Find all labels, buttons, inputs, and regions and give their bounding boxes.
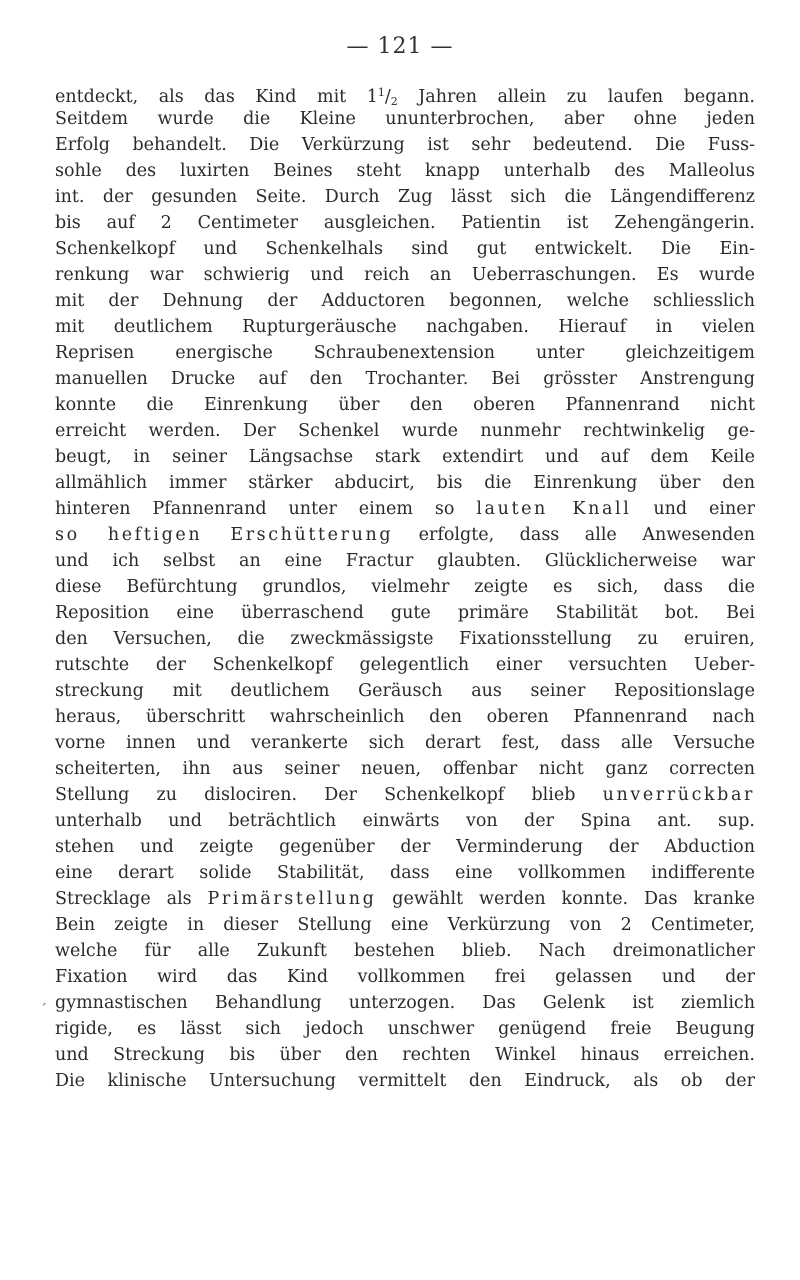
text-segment: gewählt werden konnte. Das kranke <box>376 889 755 909</box>
text-line: eine derart solide Stabilität, dass eine vollkommen indifferente <box>55 863 755 883</box>
text-line: welche für alle Zukunft bestehen blieb. Nach dreimonatlicher <box>55 941 755 961</box>
text-line: allmählich immer stärker abducirt, bis die Einrenkung über den <box>55 473 755 493</box>
fraction-denominator: 2 <box>390 95 398 108</box>
text-line: rigide, es lässt sich jedoch unschwer genügend freie Beugung <box>55 1019 755 1039</box>
text-line: Fixation wird das Kind vollkommen frei gelassen und der <box>55 967 755 987</box>
spaced-emphasis: so heftigen Erschütterung <box>55 525 394 545</box>
text-line: streckung mit deutlichem Geräusch aus seiner Repositionslage <box>55 681 755 701</box>
text-line: mit der Dehnung der Adductoren begonnen, welche schliesslich <box>55 291 755 311</box>
text-line: rutschte der Schenkelkopf gelegentlich einer versuchten Ueber- <box>55 655 755 675</box>
text-segment: hinteren Pfannenrand unter einem so <box>55 499 477 519</box>
text-line: vorne innen und verankerte sich derart fest, dass alle Versuche <box>55 733 755 753</box>
text-line: Die klinische Untersuchung vermittelt den Eindruck, als ob der <box>55 1071 755 1091</box>
page-number: — 121 — <box>346 34 454 59</box>
text-line: und ich selbst an eine Fractur glaubten. Glücklicherweise war <box>55 551 755 571</box>
text-segment: Jahren allein zu laufen begann. <box>397 87 755 107</box>
text-line: Seitdem wurde die Kleine ununterbrochen, aber ohne jeden <box>55 109 755 129</box>
text-segment: entdeckt, als das Kind mit 1 <box>55 87 378 107</box>
margin-mark: ´ <box>40 1002 47 1018</box>
text-line: Schenkelkopf und Schenkelhals sind gut entwickelt. Die Ein- <box>55 239 755 259</box>
text-line <box>55 80 755 106</box>
text-line <box>55 782 755 808</box>
text-line: Bein zeigte in dieser Stellung eine Verkürzung von 2 Centimeter, <box>55 915 755 935</box>
text-line: scheiterten, ihn aus seiner neuen, offenbar nicht ganz correcten <box>55 759 755 779</box>
text-line: Erfolg behandelt. Die Verkürzung ist sehr bedeutend. Die Fuss- <box>55 135 755 155</box>
text-line: den Versuchen, die zweckmässigste Fixationsstellung zu eruiren, <box>55 629 755 649</box>
text-segment: und einer <box>631 499 755 519</box>
text-segment: Strecklage als <box>55 889 208 909</box>
text-line: Reprisen energische Schraubenextension unter gleichzeitigem <box>55 343 755 363</box>
text-line <box>55 522 755 548</box>
text-line: bis auf 2 Centimeter ausgleichen. Patientin ist Zehengängerin. <box>55 213 755 233</box>
text-line: stehen und zeigte gegenüber der Verminderung der Abduction <box>55 837 755 857</box>
body-paragraph <box>55 80 755 1094</box>
text-line <box>55 886 755 912</box>
text-line: renkung war schwierig und reich an Ueberraschungen. Es wurde <box>55 265 755 285</box>
text-line: int. der gesunden Seite. Durch Zug lässt sich die Längendifferenz <box>55 187 755 207</box>
text-line: unterhalb und beträchtlich einwärts von der Spina ant. sup. <box>55 811 755 831</box>
text-line: und Streckung bis über den rechten Winkel hinaus erreichen. <box>55 1045 755 1065</box>
fraction-numerator: 1 <box>377 86 385 99</box>
text-line <box>55 496 755 522</box>
text-line: heraus, überschritt wahrscheinlich den oberen Pfannenrand nach <box>55 707 755 727</box>
text-segment: erfolgte, dass alle Anwesenden <box>393 525 756 545</box>
text-line: erreicht werden. Der Schenkel wurde nunmehr rechtwinkelig ge- <box>55 421 755 441</box>
spaced-emphasis: unverrückbar <box>602 785 755 805</box>
text-line: manuellen Drucke auf den Trochanter. Bei grösster Anstrengung <box>55 369 755 389</box>
text-line: sohle des luxirten Beines steht knapp unterhalb des Malleolus <box>55 161 755 181</box>
spaced-emphasis: Primärstellung <box>207 889 377 909</box>
spaced-emphasis: lauten Knall <box>476 499 632 519</box>
text-line: diese Befürchtung grundlos, vielmehr zeigte es sich, dass die <box>55 577 755 597</box>
fraction-slash: / <box>384 87 391 107</box>
text-line: mit deutlichem Rupturgeräusche nachgaben. Hierauf in vielen <box>55 317 755 337</box>
text-line: Reposition eine überraschend gute primäre Stabilität bot. Bei <box>55 603 755 623</box>
text-line: beugt, in seiner Längsachse stark extendirt und auf dem Keile <box>55 447 755 467</box>
text-line: gymnastischen Behandlung unterzogen. Das Gelenk ist ziemlich <box>55 993 755 1013</box>
text-line: konnte die Einrenkung über den oberen Pfannenrand nicht <box>55 395 755 415</box>
text-segment: Stellung zu dislociren. Der Schenkelkopf blieb <box>55 785 603 805</box>
